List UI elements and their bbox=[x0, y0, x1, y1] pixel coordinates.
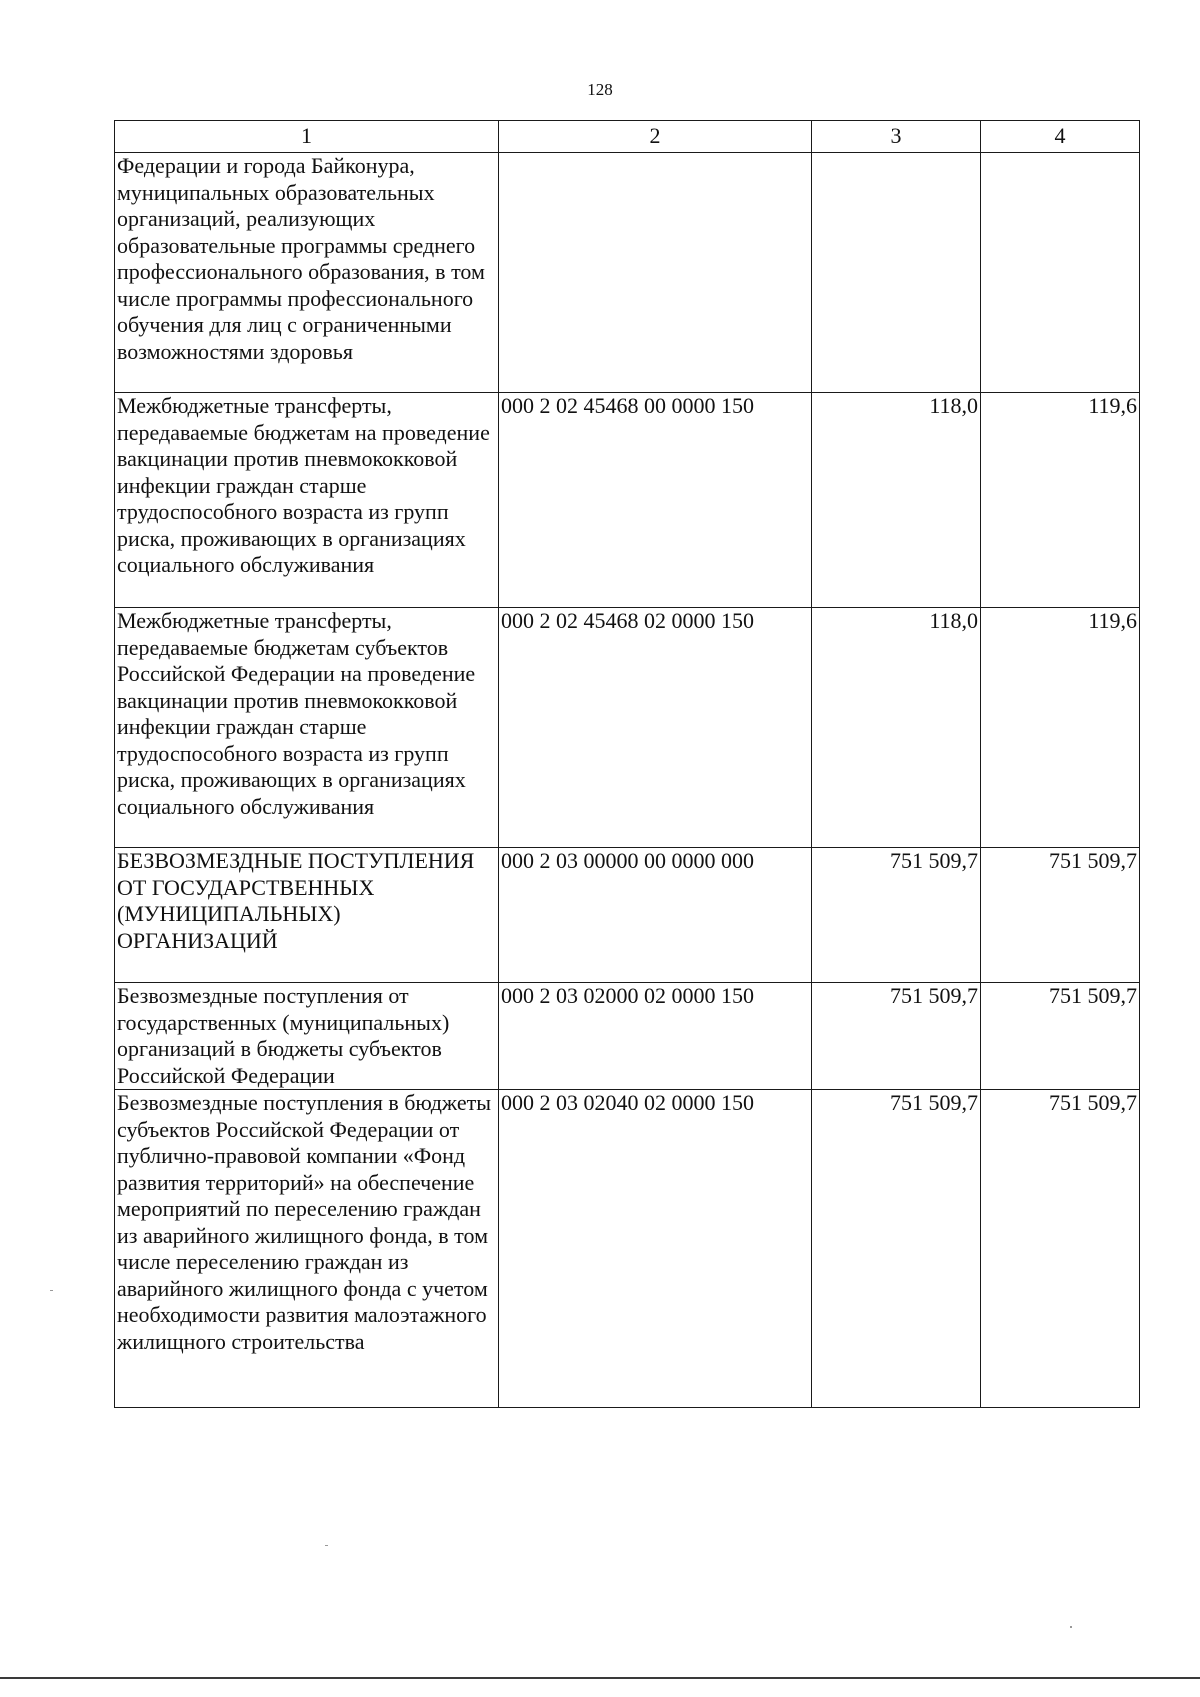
row-value-4: 751 509,7 bbox=[981, 1090, 1140, 1408]
page-number: 128 bbox=[587, 80, 613, 99]
table-row bbox=[115, 393, 1140, 608]
table-row bbox=[115, 153, 1140, 393]
column-header-4: 4 bbox=[981, 121, 1140, 153]
table-header-row bbox=[115, 121, 1140, 153]
row-value-4: 751 509,7 bbox=[981, 983, 1140, 1090]
bottom-rule bbox=[0, 1677, 1200, 1679]
budget-table bbox=[114, 120, 1140, 1408]
table-row bbox=[115, 848, 1140, 983]
column-header-2: 2 bbox=[499, 121, 812, 153]
table-row bbox=[115, 1090, 1140, 1408]
row-value-3 bbox=[812, 153, 981, 393]
row-value-3: 118,0 bbox=[812, 608, 981, 848]
row-description: Межбюджетные трансферты, передаваемые бюджетам субъектов Российской Федерации на проведение вакцинации против пневмококковой инфекции граждан старше трудоспособного возраста из групп риска, проживающих в организациях социального обслуживания bbox=[115, 608, 499, 848]
row-description: Безвозмездные поступления от государственных (муниципальных) организаций в бюджеты субъектов Российской Федерации bbox=[115, 983, 499, 1090]
row-value-4: 751 509,7 bbox=[981, 848, 1140, 983]
scan-speck bbox=[325, 1545, 328, 1546]
row-value-3: 751 509,7 bbox=[812, 1090, 981, 1408]
row-code: 000 2 02 45468 00 0000 150 bbox=[499, 393, 812, 608]
row-description: БЕЗВОЗМЕЗДНЫЕ ПОСТУПЛЕНИЯ ОТ ГОСУДАРСТВЕННЫХ (МУНИЦИПАЛЬНЫХ) ОРГАНИЗАЦИЙ bbox=[115, 848, 499, 983]
row-description: Межбюджетные трансферты, передаваемые бюджетам на проведение вакцинации против пневмококковой инфекции граждан старше трудоспособного возраста из групп риска, проживающих в организациях социального обслуживания bbox=[115, 393, 499, 608]
row-value-3: 118,0 bbox=[812, 393, 981, 608]
row-code: 000 2 02 45468 02 0000 150 bbox=[499, 608, 812, 848]
row-value-4 bbox=[981, 153, 1140, 393]
row-description: Федерации и города Байконура, муниципальных образовательных организаций, реализующих образовательные программы среднего профессионального образования, в том числе программы профессионального обучения для лиц с ограниченными возможностями здоровья bbox=[115, 153, 499, 393]
row-code bbox=[499, 153, 812, 393]
row-value-4: 119,6 bbox=[981, 393, 1140, 608]
column-header-3: 3 bbox=[812, 121, 981, 153]
row-value-3: 751 509,7 bbox=[812, 983, 981, 1090]
row-value-3: 751 509,7 bbox=[812, 848, 981, 983]
row-description: Безвозмездные поступления в бюджеты субъектов Российской Федерации от публично-правовой компании «Фонд развития территорий» на обеспечение мероприятий по переселению граждан из аварийного жилищного фонда, в том числе переселению граждан из аварийного жилищного фонда с учетом необходимости развития малоэтажного жилищного строительства bbox=[115, 1090, 499, 1408]
row-code: 000 2 03 02040 02 0000 150 bbox=[499, 1090, 812, 1408]
table-row bbox=[115, 608, 1140, 848]
column-header-1: 1 bbox=[115, 121, 499, 153]
scan-speck bbox=[1070, 1626, 1072, 1628]
row-code: 000 2 03 02000 02 0000 150 bbox=[499, 983, 812, 1090]
row-value-4: 119,6 bbox=[981, 608, 1140, 848]
table-row bbox=[115, 983, 1140, 1090]
scan-speck bbox=[50, 1290, 53, 1291]
row-code: 000 2 03 00000 00 0000 000 bbox=[499, 848, 812, 983]
